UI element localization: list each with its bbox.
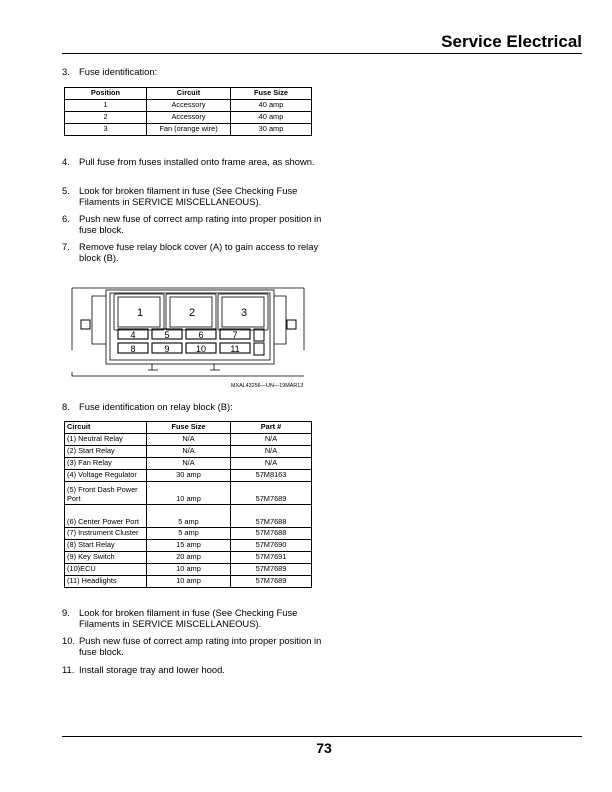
fuse-label: 7 xyxy=(232,330,238,340)
table-header-row xyxy=(65,88,312,100)
table-cell: N/A xyxy=(231,434,312,446)
table-cell: 5 amp xyxy=(147,528,231,540)
table-cell: 10 amp xyxy=(147,576,231,588)
table-row xyxy=(65,482,312,505)
table-cell: 10 amp xyxy=(147,564,231,576)
step-text: Pull fuse from fuses installed onto frame area, as shown. xyxy=(79,156,315,167)
table-cell: (5) Front Dash Power Port xyxy=(65,482,147,505)
table-cell: N/A xyxy=(147,446,231,458)
table-row xyxy=(65,505,312,528)
table-cell: 20 amp xyxy=(147,552,231,564)
step-7 xyxy=(62,241,322,264)
table-cell: 57M7689 xyxy=(231,576,312,588)
table-cell: (1) Neutral Relay xyxy=(65,434,147,446)
step-11 xyxy=(62,664,322,675)
fuse-slot-right-top xyxy=(254,329,264,341)
step-number: 6. xyxy=(62,213,70,224)
table-cell: (11) Headlights xyxy=(65,576,147,588)
table-cell: N/A xyxy=(147,458,231,470)
table-cell: 10 amp xyxy=(147,482,231,505)
table-cell: Accessory xyxy=(147,112,231,124)
table-cell: (10)ECU xyxy=(65,564,147,576)
table-cell: 57M7691 xyxy=(231,552,312,564)
step-text: Push new fuse of correct amp rating into proper position in fuse block. xyxy=(79,213,322,236)
relay-fuse-table xyxy=(64,421,312,588)
page-number: 73 xyxy=(316,740,332,756)
right-tab xyxy=(287,320,296,329)
table-cell: 40 amp xyxy=(231,112,312,124)
table-row xyxy=(65,528,312,540)
relay-label: 3 xyxy=(240,307,248,319)
step-text: Fuse identification on relay block (B): xyxy=(79,401,233,412)
fuse-label: 8 xyxy=(130,344,136,354)
table-row xyxy=(65,576,312,588)
table-cell: N/A xyxy=(231,446,312,458)
table-cell: 3 xyxy=(65,124,147,136)
table-cell: 40 amp xyxy=(231,100,312,112)
fuse-label: 6 xyxy=(198,330,204,340)
header-rule xyxy=(62,53,582,54)
table-cell: 57M7690 xyxy=(231,540,312,552)
fuse-label: 5 xyxy=(164,330,170,340)
step-number: 3. xyxy=(62,66,70,77)
step-number: 9. xyxy=(62,607,70,618)
table-cell: Accessory xyxy=(147,100,231,112)
fuse-slot-right-bottom xyxy=(254,343,264,355)
table-row xyxy=(65,112,312,124)
step-8 xyxy=(62,401,322,412)
table-cell: (8) Start Relay xyxy=(65,540,147,552)
column-header: Part # xyxy=(231,422,312,434)
step-number: 5. xyxy=(62,185,70,196)
table-cell: 30 amp xyxy=(231,124,312,136)
table-cell: 57M7688 xyxy=(231,505,312,528)
page-title: Service Electrical xyxy=(441,32,582,51)
column-header: Circuit xyxy=(65,422,147,434)
table-row xyxy=(65,540,312,552)
table-cell: 57M7688 xyxy=(231,528,312,540)
table-cell: (4) Voltage Regulator xyxy=(65,470,147,482)
bottom-clip-right xyxy=(210,364,220,370)
bottom-clip-left xyxy=(148,364,158,370)
relay-label: 2 xyxy=(188,307,196,319)
fuse-label: 4 xyxy=(130,330,136,340)
table-row xyxy=(65,552,312,564)
table-cell: Fan (orange wire) xyxy=(147,124,231,136)
table-cell: 5 amp xyxy=(147,505,231,528)
step-text: Look for broken filament in fuse (See Checking Fuse Filaments in SERVICE MISCELLANEOUS). xyxy=(79,607,298,630)
column-header: Fuse Size xyxy=(147,422,231,434)
step-9 xyxy=(62,607,322,630)
step-10 xyxy=(62,635,322,658)
footer-rule xyxy=(62,736,582,737)
table-cell: (3) Fan Relay xyxy=(65,458,147,470)
column-header: Circuit xyxy=(147,88,231,100)
left-rail xyxy=(72,288,106,350)
step-3 xyxy=(62,66,322,77)
table-cell: 57M7689 xyxy=(231,482,312,505)
step-text: Remove fuse relay block cover (A) to gain access to relay block (B). xyxy=(79,241,319,264)
step-number: 4. xyxy=(62,156,70,167)
table-cell: 30 amp xyxy=(147,470,231,482)
table-cell: (6) Center Power Port xyxy=(65,505,147,528)
table-cell: 57M7689 xyxy=(231,564,312,576)
table-cell: N/A xyxy=(231,458,312,470)
table-cell: 2 xyxy=(65,112,147,124)
table-cell: 57M8163 xyxy=(231,470,312,482)
table-row xyxy=(65,470,312,482)
relay-label: 1 xyxy=(136,307,144,319)
step-text: Look for broken filament in fuse (See Checking Fuse Filaments in SERVICE MISCELLANEOUS). xyxy=(79,185,298,208)
table-cell: 1 xyxy=(65,100,147,112)
table-cell: (7) Instrument Cluster xyxy=(65,528,147,540)
table-header-row xyxy=(65,422,312,434)
table-row xyxy=(65,434,312,446)
table-row xyxy=(65,446,312,458)
table-cell: N/A xyxy=(147,434,231,446)
step-number: 7. xyxy=(62,241,70,252)
step-text: Push new fuse of correct amp rating into proper position in fuse block. xyxy=(79,635,322,658)
column-header: Position xyxy=(65,88,147,100)
step-number: 11. xyxy=(62,664,75,675)
step-number: 8. xyxy=(62,401,70,412)
right-rail xyxy=(274,288,304,350)
column-header: Fuse Size xyxy=(231,88,312,100)
fuse-identification-table xyxy=(64,87,312,136)
fuse-label: 9 xyxy=(164,344,170,354)
step-text: Fuse identification: xyxy=(79,66,158,77)
step-4 xyxy=(62,156,322,167)
diagram-bottom-line xyxy=(72,372,304,376)
table-row xyxy=(65,564,312,576)
fuse-label: 11 xyxy=(230,344,240,354)
table-row xyxy=(65,100,312,112)
relay-block-diagram xyxy=(64,280,312,382)
step-number: 10. xyxy=(62,635,76,646)
figure-caption: MXAL43256—UN—19MAR13 xyxy=(231,383,304,389)
step-text: Install storage tray and lower hood. xyxy=(79,664,225,675)
left-tab xyxy=(81,320,90,329)
step-5 xyxy=(62,185,322,208)
table-cell: (9) Key Switch xyxy=(65,552,147,564)
table-cell: (2) Start Relay xyxy=(65,446,147,458)
fuse-label: 10 xyxy=(195,344,207,354)
table-row xyxy=(65,458,312,470)
table-row xyxy=(65,124,312,136)
table-cell: 15 amp xyxy=(147,540,231,552)
step-6 xyxy=(62,213,322,236)
